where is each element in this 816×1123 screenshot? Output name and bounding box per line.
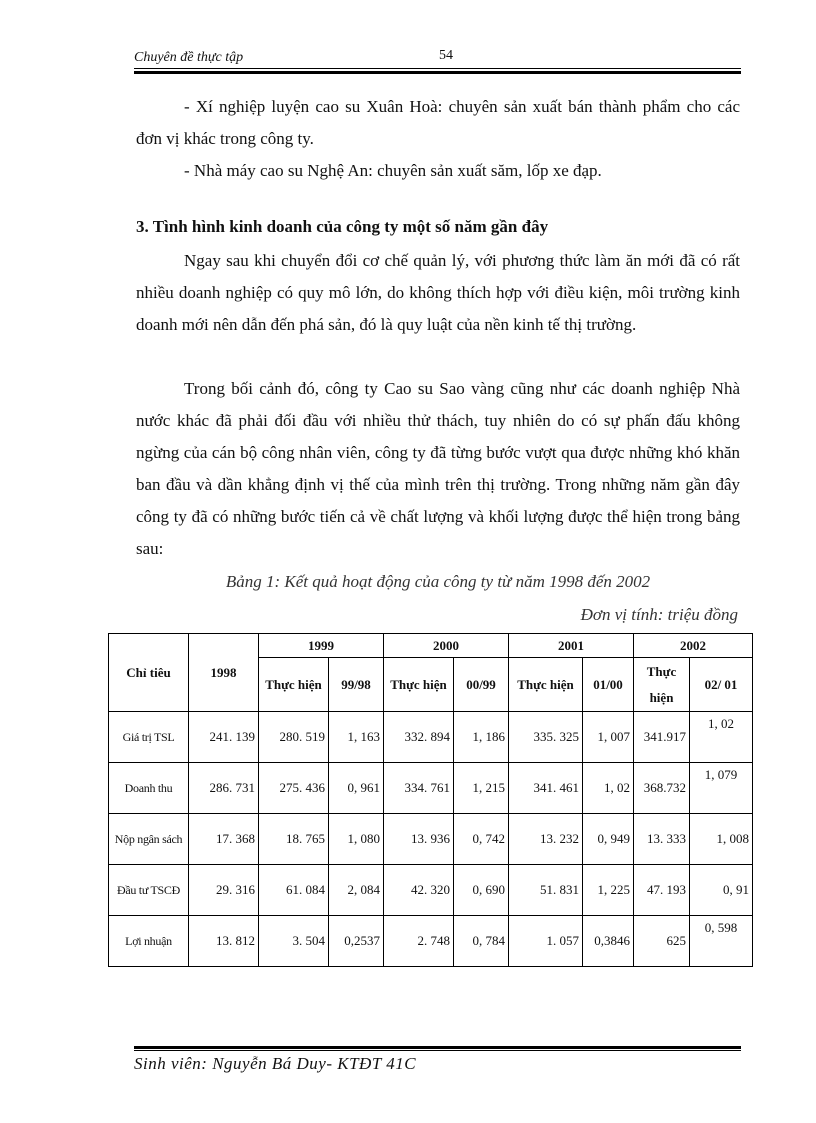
paragraph-nghe-an: - Nhà máy cao su Nghệ An: chuyên sản xuất săm, lốp xe đạp.: [184, 161, 602, 180]
cell-actual-2000: 334. 761: [384, 763, 454, 814]
cell-actual-2001: 335. 325: [509, 712, 583, 763]
header-year-2000: 2000: [384, 634, 509, 658]
cell-actual-1999: 61. 084: [259, 865, 329, 916]
cell-ratio-2002: 0, 91: [690, 865, 753, 916]
header-actual-1999: Thực hiện: [259, 658, 329, 712]
cell-1998: 241. 139: [189, 712, 259, 763]
cell-actual-2000: 332. 894: [384, 712, 454, 763]
row-label: Nộp ngân sách: [109, 814, 189, 865]
cell-actual-2002: 368.732: [634, 763, 690, 814]
cell-ratio-2001: 0,3846: [583, 916, 634, 967]
row-label: Đầu tư TSCĐ: [109, 865, 189, 916]
cell-actual-2002: 625: [634, 916, 690, 967]
cell-ratio-2000: 1, 215: [454, 763, 509, 814]
cell-ratio-2002: 0, 598: [690, 916, 753, 967]
cell-ratio-1999: 0,2537: [329, 916, 384, 967]
table-caption: Bảng 1: Kết quả hoạt động của công ty từ năm 1998 đến 2002: [225, 572, 651, 591]
cell-ratio-1999: 2, 084: [329, 865, 384, 916]
header-year-1999: 1999: [259, 634, 384, 658]
cell-ratio-2000: 0, 742: [454, 814, 509, 865]
cell-1998: 17. 368: [189, 814, 259, 865]
cell-actual-2000: 42. 320: [384, 865, 454, 916]
header-actual-2000: Thực hiện: [384, 658, 454, 712]
table-row: [109, 814, 753, 865]
page-number: 54: [439, 48, 453, 63]
cell-ratio-2002: 1, 02: [690, 712, 753, 763]
row-label: Giá trị TSL: [109, 712, 189, 763]
cell-actual-2001: 13. 232: [509, 814, 583, 865]
table-row: [109, 916, 753, 967]
cell-1998: 13. 812: [189, 916, 259, 967]
cell-ratio-2002: 1, 079: [690, 763, 753, 814]
row-label: Lợi nhuận: [109, 916, 189, 967]
header-ratio-2002: 02/ 01: [690, 658, 753, 712]
footer-rule-thick: [134, 1046, 741, 1049]
table-unit: Đơn vị tính: triệu đồng: [580, 605, 738, 624]
header-actual-2001: Thực hiện: [509, 658, 583, 712]
header-ratio-1999: 99/98: [329, 658, 384, 712]
row-label: Doanh thu: [109, 763, 189, 814]
footer-text: Sinh viên: Nguyễn Bá Duy- KTĐT 41C: [134, 1054, 417, 1073]
paragraph-context: Ngay sau khi chuyển đổi cơ chế quản lý, với phương thức làm ăn mới đã có rất nhiều doanh nghiệp có quy mô lớn, do không thích hợp với điều kiện, môi trường kinh doanh mới nên dẫn đến phá sản, đó là quy luật của nền kinh tế thị trường.: [136, 251, 740, 334]
header-rule-thin: [134, 68, 741, 69]
cell-actual-2001: 341. 461: [509, 763, 583, 814]
footer-rule-thin: [134, 1050, 741, 1051]
paragraph-xuan-hoa: - Xí nghiệp luyện cao su Xuân Hoà: chuyên sản xuất bán thành phẩm cho các đơn vị khác trong công ty.: [136, 97, 740, 148]
cell-ratio-2002: 1, 008: [690, 814, 753, 865]
cell-ratio-2001: 1, 02: [583, 763, 634, 814]
cell-actual-2001: 1. 057: [509, 916, 583, 967]
cell-actual-1999: 280. 519: [259, 712, 329, 763]
cell-ratio-2000: 0, 784: [454, 916, 509, 967]
header-ratio-2000: 00/99: [454, 658, 509, 712]
cell-actual-2002: 47. 193: [634, 865, 690, 916]
cell-actual-2001: 51. 831: [509, 865, 583, 916]
cell-ratio-2000: 0, 690: [454, 865, 509, 916]
header-ratio-2001: 01/00: [583, 658, 634, 712]
cell-actual-2000: 13. 936: [384, 814, 454, 865]
cell-ratio-2000: 1, 186: [454, 712, 509, 763]
cell-ratio-2001: 0, 949: [583, 814, 634, 865]
cell-actual-2002: 13. 333: [634, 814, 690, 865]
cell-actual-1999: 18. 765: [259, 814, 329, 865]
cell-ratio-2001: 1, 007: [583, 712, 634, 763]
cell-actual-1999: 275. 436: [259, 763, 329, 814]
cell-ratio-2001: 1, 225: [583, 865, 634, 916]
cell-actual-1999: 3. 504: [259, 916, 329, 967]
header-indicator: Chỉ tiêu: [109, 634, 189, 712]
header-1998: 1998: [189, 634, 259, 712]
section-heading: 3. Tình hình kinh doanh của công ty một số năm gần đây: [136, 217, 549, 236]
cell-actual-2002: 341.917: [634, 712, 690, 763]
cell-1998: 29. 316: [189, 865, 259, 916]
header-actual-2002: Thực hiện: [634, 658, 690, 712]
table-row: [109, 712, 753, 763]
paragraph-company: Trong bối cảnh đó, công ty Cao su Sao vàng cũng như các doanh nghiệp Nhà nước khác đã phải đối đầu với nhiều thử thách, tuy nhiên do có sự phấn đấu không ngừng của cán bộ công nhân viên, công ty đã từng bước vượt qua được những khó khăn ban đầu và dần khẳng định vị thế của mình trên thị trường. Trong những năm gần đây công ty đã có những bước tiến cả về chất lượng và khối lượng được thể hiện trong bảng sau:: [136, 379, 740, 558]
cell-ratio-1999: 1, 163: [329, 712, 384, 763]
header-year-2001: 2001: [509, 634, 634, 658]
cell-ratio-1999: 1, 080: [329, 814, 384, 865]
header-year-2002: 2002: [634, 634, 753, 658]
header-title: Chuyên đề thực tập: [134, 50, 244, 65]
cell-ratio-1999: 0, 961: [329, 763, 384, 814]
cell-actual-2000: 2. 748: [384, 916, 454, 967]
table-row: [109, 763, 753, 814]
header-rule-thick: [134, 71, 741, 74]
table-row: [109, 865, 753, 916]
cell-1998: 286. 731: [189, 763, 259, 814]
results-table: [108, 633, 753, 967]
